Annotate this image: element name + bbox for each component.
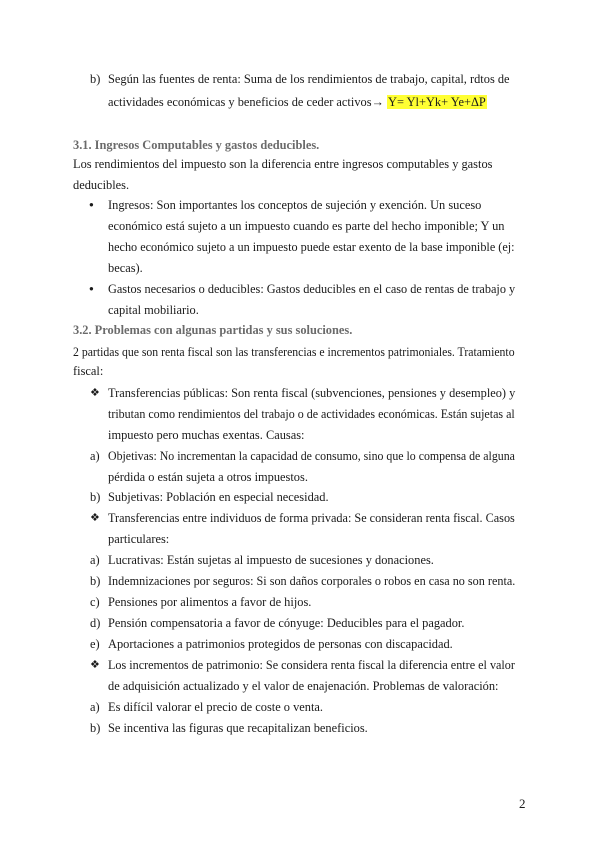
list-item-line: Se incentiva las figuras que recapitalizan beneficios. bbox=[108, 721, 368, 735]
bullet-icon: ● bbox=[89, 200, 94, 209]
diamond-text-line: particulares: bbox=[108, 532, 170, 546]
list-item-line: Pensiones por alimentos a favor de hijos. bbox=[108, 595, 312, 609]
list-item-line: Pensión compensatoria a favor de cónyuge: Deducibles para el pagador. bbox=[108, 616, 465, 630]
list-marker: a) bbox=[90, 449, 100, 463]
diamond-bullet-icon: ❖ bbox=[90, 659, 100, 671]
bullet-text-line: capital mobiliario. bbox=[108, 303, 199, 317]
list-marker: b) bbox=[90, 490, 101, 504]
diamond-text-line: Transferencias entre individuos de forma privada: Se consideran renta fiscal. Casos bbox=[108, 511, 515, 525]
highlighted-formula: Y= Yl+Yk+ Ye+ΔP bbox=[388, 95, 486, 109]
list-item-line: Aportaciones a patrimonios protegidos de personas con discapacidad. bbox=[108, 637, 453, 651]
diamond-text-line: de adquisición actualizado y el valor de enajenación. Problemas de valoración: bbox=[108, 679, 499, 693]
list-item-line: Indemnizaciones por seguros: Si son daños corporales o robos en casa no son renta. bbox=[108, 574, 516, 588]
list-item-line: Es difícil valorar el precio de coste o venta. bbox=[108, 700, 324, 714]
paragraph-line: Los rendimientos del impuesto son la diferencia entre ingresos computables y gastos bbox=[73, 157, 493, 171]
bullet-icon: ● bbox=[89, 284, 94, 293]
intro-text-line bbox=[108, 95, 487, 109]
list-marker: a) bbox=[90, 700, 100, 714]
section-heading-3-2: 3.2. Problemas con algunas partidas y sus soluciones. bbox=[73, 323, 353, 337]
paragraph-line: 2 partidas que son renta fiscal son las transferencias e incrementos patrimoniales. Tratamiento bbox=[73, 345, 515, 359]
list-marker: b) bbox=[90, 721, 101, 735]
list-marker: d) bbox=[90, 616, 101, 630]
paragraph-line: deducibles. bbox=[73, 178, 130, 192]
list-item-line: Subjetivas: Población en especial necesidad. bbox=[108, 490, 329, 504]
diamond-bullet-icon: ❖ bbox=[90, 512, 100, 524]
list-item-line: Lucrativas: Están sujetas al impuesto de sucesiones y donaciones. bbox=[108, 553, 434, 567]
list-marker: b) bbox=[90, 72, 101, 86]
list-marker: a) bbox=[90, 553, 100, 567]
intro-text: actividades económicas y beneficios de ceder activos→ bbox=[108, 95, 388, 109]
bullet-text-line: Ingresos: Son importantes los conceptos de sujeción y exención. Un suceso bbox=[108, 198, 482, 212]
bullet-text-line: becas). bbox=[108, 261, 143, 275]
section-heading-3-1: 3.1. Ingresos Computables y gastos deducibles. bbox=[73, 138, 320, 152]
intro-text-line: Según las fuentes de renta: Suma de los rendimientos de trabajo, capital, rdtos de bbox=[108, 72, 510, 86]
bullet-text-line: Gastos necesarios o deducibles: Gastos deducibles en el caso de rentas de trabajo y bbox=[108, 282, 516, 296]
page-number: 2 bbox=[519, 796, 526, 811]
bullet-text-line: económico está sujeto a un impuesto cuando es parte del hecho imponible; Y un bbox=[108, 219, 505, 233]
diamond-text-line: tributan como rendimientos del trabajo o de actividades económicas. Están sujetas al bbox=[108, 407, 515, 421]
list-item-line: Objetivas: No incrementan la capacidad de consumo, sino que lo compensa de alguna bbox=[108, 449, 515, 463]
paragraph-line: fiscal: bbox=[73, 364, 104, 378]
bullet-text-line: hecho económico sujeto a un impuesto puede estar exento de la base imponible (ej: bbox=[108, 240, 515, 254]
diamond-bullet-icon: ❖ bbox=[90, 387, 100, 399]
diamond-text-line: Los incrementos de patrimonio: Se considera renta fiscal la diferencia entre el valor bbox=[108, 658, 515, 672]
list-marker: c) bbox=[90, 595, 100, 609]
list-marker: e) bbox=[90, 637, 100, 651]
list-item-line: pérdida o están sujeta a otros impuestos. bbox=[108, 470, 308, 484]
diamond-text-line: Transferencias públicas: Son renta fiscal (subvenciones, pensiones y desempleo) y bbox=[108, 386, 516, 400]
diamond-text-line: impuesto pero muchas exentas. Causas: bbox=[108, 428, 305, 442]
list-marker: b) bbox=[90, 574, 101, 588]
